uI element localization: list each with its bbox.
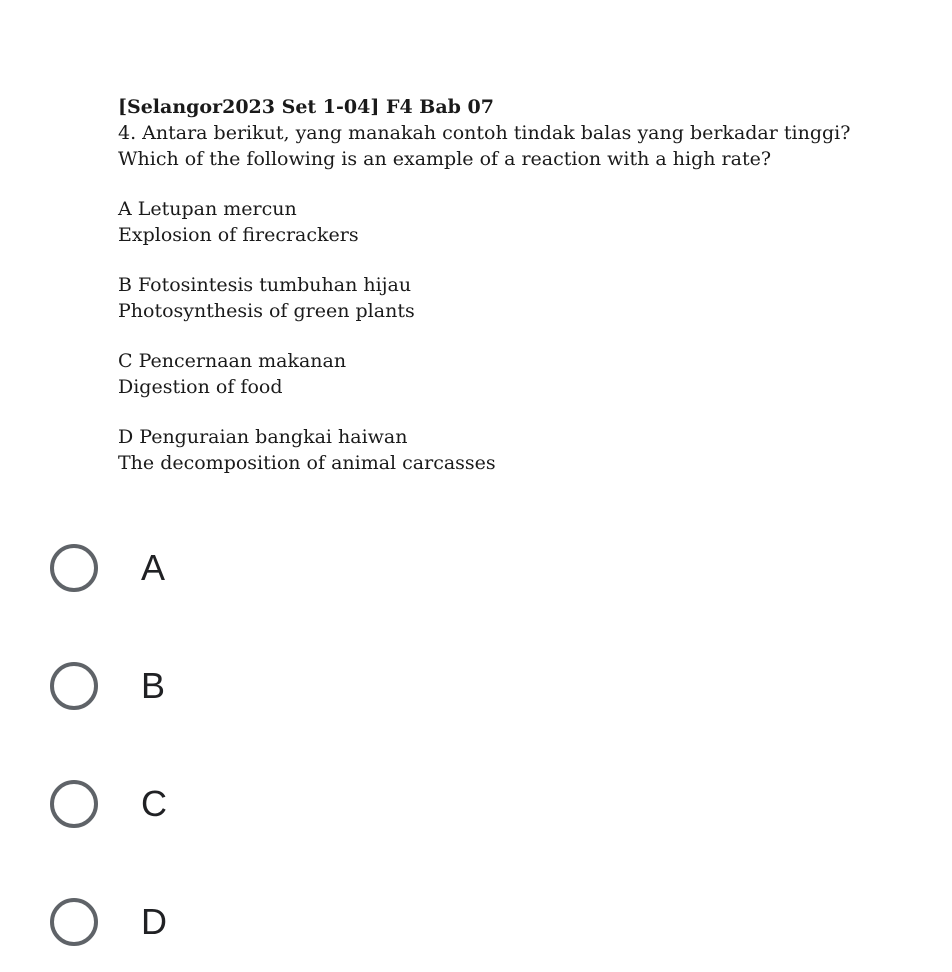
option-a-label: A [141, 547, 166, 588]
question-source: [Selangor2023 Set 1-04] F4 Bab 07 [118, 96, 494, 118]
choice-a-ms: A Letupan mercun [118, 198, 297, 220]
radio-button-c[interactable] [50, 780, 98, 828]
choice-c-ms: C Pencernaan makanan [118, 350, 347, 372]
choice-c-en: Digestion of food [118, 376, 283, 398]
option-c[interactable] [48, 776, 348, 840]
choice-d [118, 424, 938, 476]
question-prompt-en: Which of the following is an example of a reaction with a high rate? [118, 148, 772, 170]
choice-b-ms: B Fotosintesis tumbuhan hijau [118, 274, 412, 296]
choice-a [118, 196, 938, 248]
choice-b-en: Photosynthesis of green plants [118, 300, 415, 322]
option-a[interactable] [48, 540, 348, 604]
radio-button-b[interactable] [50, 662, 98, 710]
choice-b [118, 272, 938, 324]
option-b-label: B [141, 665, 166, 706]
option-b[interactable] [48, 658, 348, 722]
option-c-label: C [141, 783, 167, 824]
option-d[interactable] [48, 894, 348, 958]
choice-d-ms: D Penguraian bangkai haiwan [118, 426, 408, 448]
radio-button-d[interactable] [50, 898, 98, 946]
question-prompt-ms: 4. Antara berikut, yang manakah contoh tindak balas yang berkadar tinggi? [118, 122, 851, 144]
choice-a-en: Explosion of firecrackers [118, 224, 359, 246]
question-image [118, 94, 938, 476]
choice-d-en: The decomposition of animal carcasses [118, 452, 496, 474]
option-d-label: D [141, 901, 167, 942]
radio-button-a[interactable] [50, 544, 98, 592]
choice-c [118, 348, 938, 400]
